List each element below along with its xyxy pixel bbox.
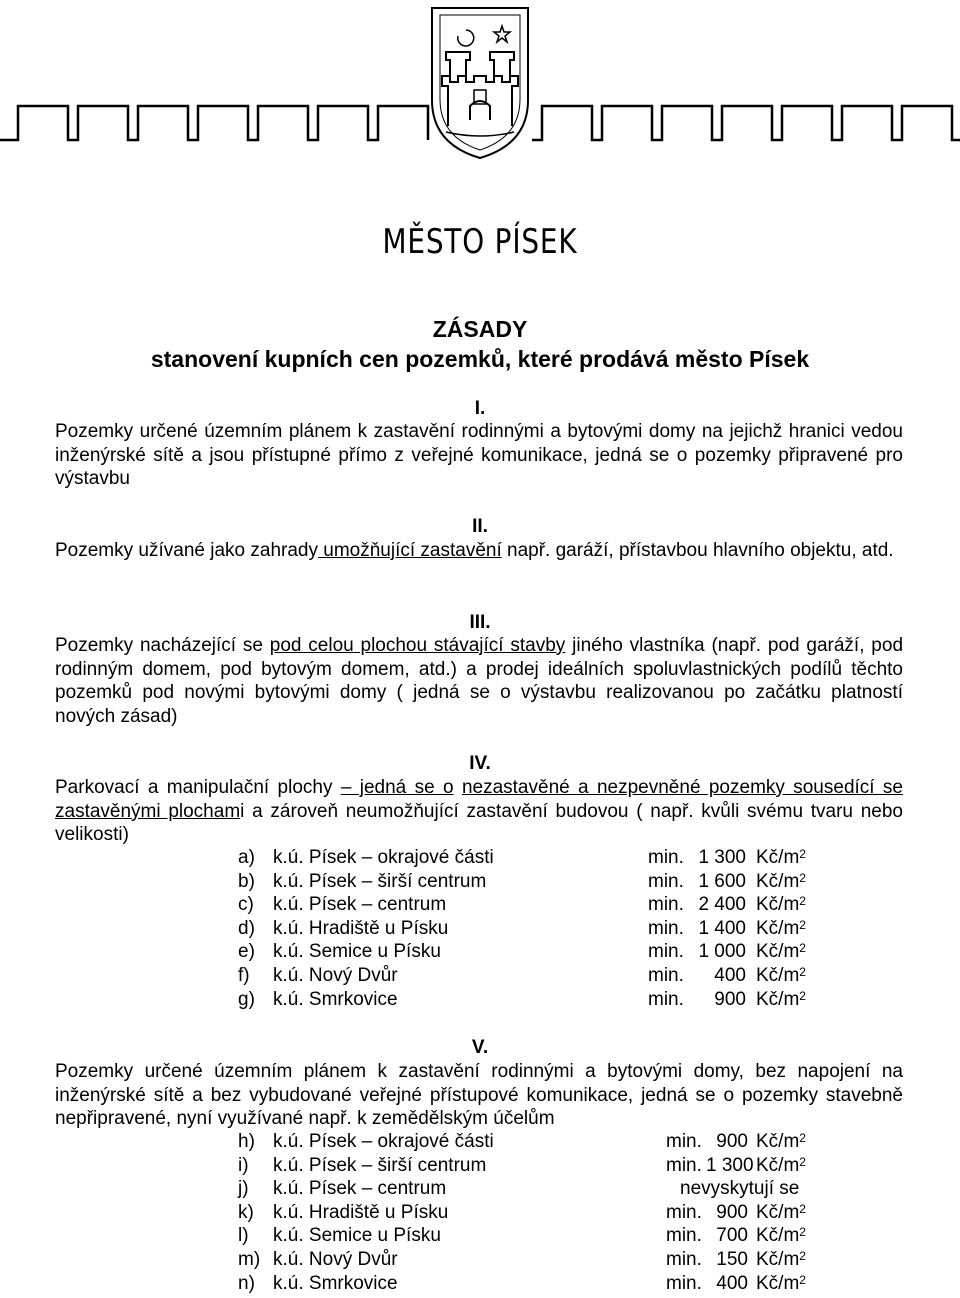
price-row-locality: k.ú. Nový Dvůr bbox=[273, 1249, 398, 1270]
price-row-label: i) bbox=[238, 1154, 249, 1176]
price-row bbox=[238, 940, 838, 964]
section-4-heading: IV. bbox=[469, 753, 491, 774]
price-row-locality: k.ú. Písek – okrajové části bbox=[273, 847, 494, 868]
section-5-heading: V. bbox=[471, 1037, 489, 1058]
price-row-unit: $Kč/m^2$ bbox=[756, 965, 806, 986]
price-row-locality: k.ú. Hradiště u Písku bbox=[273, 917, 449, 939]
price-row bbox=[238, 870, 838, 894]
price-row-unit: $Kč/m^2$ bbox=[756, 1272, 806, 1294]
logo-band bbox=[0, 0, 960, 160]
price-row-min: min. bbox=[648, 988, 684, 1010]
price-row-value: 900 bbox=[716, 1131, 748, 1152]
price-row-locality: k.ú. Smrkovice bbox=[273, 1272, 398, 1294]
price-row-unit-exponent: 2 bbox=[799, 870, 806, 885]
price-row-locality: k.ú. Hradiště u Písku bbox=[273, 1201, 449, 1223]
section-1-text: Pozemky určené územním plánem k zastavění rodinnými a bytovými domy na jejichž hranici vedou inženýrské sítě a jsou přístupné přímo z veřejné komunikace, jedná se o pozemky připravené pro výstavbu bbox=[55, 421, 903, 489]
section-4-text-b: i a zároveň neumožňující zastavění budovou ( např. kvůli svému tvaru nebo velikosti) bbox=[55, 800, 903, 845]
price-row bbox=[238, 1272, 838, 1296]
price-row-value: 1 000 bbox=[698, 941, 746, 963]
price-row-note: nevyskytují se bbox=[680, 1178, 800, 1200]
price-row-min: min. bbox=[666, 1154, 702, 1176]
city-coat-of-arms-icon bbox=[432, 8, 528, 158]
price-row-label: k) bbox=[238, 1201, 254, 1223]
price-row-min: min. bbox=[648, 894, 684, 916]
price-row-unit: $Kč/m^2$ bbox=[756, 894, 806, 916]
price-row-min: min. bbox=[648, 870, 684, 892]
price-row-min: min. bbox=[648, 847, 684, 868]
price-row-value: 1 600 bbox=[698, 870, 746, 892]
price-row-unit: $Kč/m^2$ bbox=[756, 1201, 806, 1223]
price-row-value: 1 400 bbox=[698, 917, 746, 939]
price-row-label: m) bbox=[238, 1249, 261, 1270]
document-title: ZÁSADY bbox=[432, 316, 528, 342]
price-row bbox=[238, 1224, 838, 1248]
price-row-unit: $Kč/m^2$ bbox=[756, 988, 806, 1010]
section-2-heading: II. bbox=[472, 516, 488, 537]
price-row-unit-exponent: 2 bbox=[799, 1272, 806, 1287]
section-3-text-a: Pozemky nacházející se bbox=[55, 635, 270, 656]
price-row-value: 900 bbox=[716, 1201, 748, 1223]
price-row-value: 150 bbox=[716, 1249, 748, 1270]
section-2-text bbox=[55, 539, 903, 563]
price-row-unit-exponent: 2 bbox=[799, 1249, 806, 1263]
price-row-locality: k.ú. Semice u Písku bbox=[273, 1225, 441, 1247]
price-row-unit: $Kč/m^2$ bbox=[756, 870, 806, 892]
price-row-label: d) bbox=[238, 917, 255, 939]
section-3-text bbox=[55, 634, 903, 728]
price-row-locality: k.ú. Písek – širší centrum bbox=[273, 1154, 487, 1176]
price-row-label: h) bbox=[238, 1131, 255, 1152]
price-row bbox=[238, 917, 838, 941]
price-row-value: 400 bbox=[716, 1272, 748, 1294]
price-row-label: a) bbox=[238, 847, 255, 868]
price-row bbox=[238, 1154, 838, 1178]
section-1-heading: I. bbox=[474, 398, 486, 419]
price-row-locality: k.ú. Semice u Písku bbox=[273, 941, 441, 963]
price-row-min: min. bbox=[666, 1201, 702, 1223]
price-row-unit: $Kč/m^2$ bbox=[756, 1131, 806, 1152]
document-title-block bbox=[0, 314, 960, 374]
price-row-unit-exponent: 2 bbox=[799, 894, 806, 909]
price-row-min: min. bbox=[666, 1131, 702, 1152]
price-row-unit-exponent: 2 bbox=[799, 1131, 806, 1145]
price-row-min: min. bbox=[648, 965, 684, 986]
price-row-unit-exponent: 2 bbox=[799, 1154, 806, 1169]
price-row-unit-exponent: 2 bbox=[799, 941, 806, 956]
price-row-unit: $Kč/m^2$ bbox=[756, 847, 806, 868]
battlement-line bbox=[0, 106, 960, 140]
price-row-value: 1 300 bbox=[706, 1154, 754, 1176]
city-name: MĚSTO PÍSEK bbox=[382, 222, 578, 262]
price-row-label: l) bbox=[238, 1225, 249, 1247]
price-row-label: e) bbox=[238, 941, 255, 963]
section-2-text-b: např. garáží, přístavbou hlavního objektu, atd. bbox=[501, 540, 894, 561]
price-row-min: min. bbox=[666, 1225, 702, 1247]
price-row-unit-exponent: 2 bbox=[799, 1201, 806, 1216]
price-row-value: 1 300 bbox=[698, 847, 746, 868]
section-4-text bbox=[55, 776, 903, 847]
price-row-locality: k.ú. Písek – širší centrum bbox=[273, 870, 487, 892]
price-row-label: c) bbox=[238, 894, 254, 916]
price-row-unit-exponent: 2 bbox=[799, 965, 806, 979]
price-row-label: j) bbox=[238, 1178, 249, 1200]
section-3-heading: III. bbox=[469, 612, 491, 633]
section-4-text-underlined-1: – jedná se o bbox=[340, 777, 454, 798]
section-2-text-underlined: umožňující zastavění bbox=[317, 540, 502, 561]
price-row-label: f) bbox=[238, 965, 250, 986]
price-row-min: min. bbox=[666, 1249, 702, 1270]
price-row-value: 400 bbox=[714, 965, 746, 986]
price-row-locality: k.ú. Nový Dvůr bbox=[273, 965, 398, 986]
section-4-text-underlined-2: nezastavěné a nezpevněné pozemky sousedící se zastavěnými plocham bbox=[55, 777, 903, 822]
price-row-unit: $Kč/m^2$ bbox=[756, 1249, 806, 1270]
price-row bbox=[238, 988, 838, 1012]
price-row-value: 2 400 bbox=[698, 894, 746, 916]
price-row-min: min. bbox=[648, 917, 684, 939]
price-row-min: min. bbox=[648, 941, 684, 963]
price-row-unit-exponent: 2 bbox=[799, 1225, 806, 1240]
price-row-locality: k.ú. Písek – okrajové části bbox=[273, 1131, 494, 1152]
price-row-unit: $Kč/m^2$ bbox=[756, 941, 806, 963]
document-subtitle: stanovení kupních cen pozemků, které prodává město Písek bbox=[150, 346, 810, 372]
price-row-unit: $Kč/m^2$ bbox=[756, 917, 806, 939]
price-row bbox=[238, 1201, 838, 1225]
section-3-text-underlined: pod celou plochou stávající stavby bbox=[269, 635, 566, 656]
price-row bbox=[238, 846, 838, 870]
price-row-locality: k.ú. Smrkovice bbox=[273, 988, 398, 1010]
section-4-text-a: Parkovací a manipulační plochy bbox=[55, 777, 341, 798]
price-row-label: b) bbox=[238, 870, 255, 892]
price-row bbox=[238, 1248, 838, 1272]
price-row-unit: $Kč/m^2$ bbox=[756, 1154, 806, 1176]
price-row bbox=[238, 964, 838, 988]
price-row-unit-exponent: 2 bbox=[799, 988, 806, 1003]
price-row bbox=[238, 1130, 838, 1154]
section-4-text-space bbox=[454, 777, 462, 798]
price-row-value: 700 bbox=[716, 1225, 748, 1247]
price-row-label: n) bbox=[238, 1272, 255, 1294]
price-row-locality: k.ú. Písek – centrum bbox=[273, 894, 447, 916]
price-row bbox=[238, 893, 838, 917]
price-row-label: g) bbox=[238, 988, 255, 1010]
price-row-unit-exponent: 2 bbox=[799, 917, 806, 932]
price-row-locality: k.ú. Písek – centrum bbox=[273, 1178, 447, 1200]
section-3-text-b: jiného vlastníka (např. pod garáží, pod rodinným domem, pod bytovým domem, atd.) a prodej ideálních spoluvlastnických podílů těchto pozemků pod novými bytovými domy ( jedná se o výstavbu realizovanou po začátku platností nových zásad) bbox=[55, 635, 904, 727]
price-row-unit-exponent: 2 bbox=[799, 847, 806, 861]
section-2-text-a: Pozemky užívané jako zahrady bbox=[55, 540, 318, 561]
price-row-value: 900 bbox=[714, 988, 746, 1010]
price-row-unit: $Kč/m^2$ bbox=[756, 1225, 806, 1247]
section-5-text: Pozemky určené územním plánem k zastavění rodinnými a bytovými domy, bez napojení na inženýrské sítě a bez vybudované veřejné přístupové komunikace, jedná se o pozemky stavebně nepřipravené, nyní využívané např. k zemědělským účelům bbox=[55, 1061, 903, 1129]
price-row-min: min. bbox=[666, 1272, 702, 1294]
price-row bbox=[238, 1177, 838, 1201]
